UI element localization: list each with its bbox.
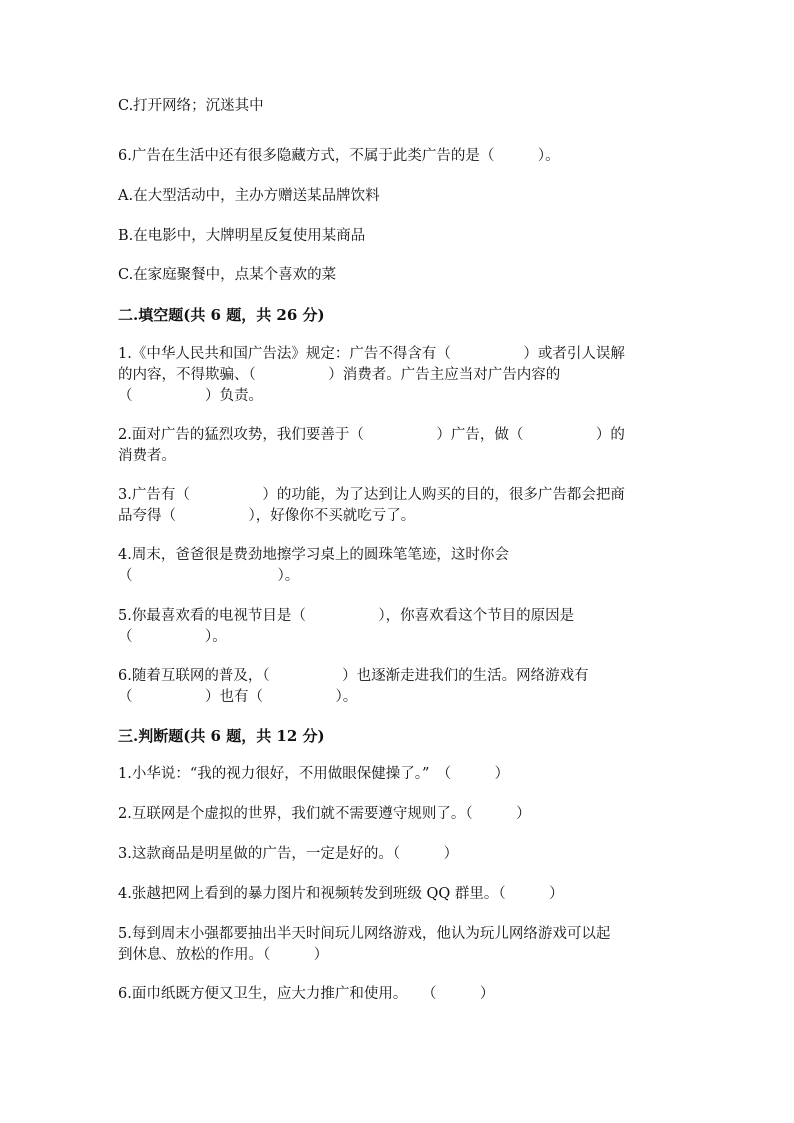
q5-option-c: C.打开网络；沉迷其中 [118,98,264,114]
fill-q6-line1: 6.随着互联网的普及，（ ）也逐渐走进我们的生活。网络游戏有 [118,668,589,684]
section3-heading: 三.判断题(共 6 题，共 12 分) [118,727,325,745]
q6-stem: 6.广告在生活中还有很多隐藏方式，不属于此类广告的是（ ）。 [118,148,560,164]
judge-q1: 1.小华说：“我的视力很好，不用做眼保健操了。” （ ） [118,766,510,782]
fill-q5-line1: 5.你最喜欢看的电视节目是（ ），你喜欢看这个节目的原因是 [118,608,575,624]
section2-heading: 二.填空题(共 6 题，共 26 分) [118,306,325,324]
fill-q5-line2: （ ）。 [118,629,227,645]
fill-q6-line2: （ ）也有（ ）。 [118,689,358,705]
q6-option-c: C.在家庭聚餐中，点某个喜欢的菜 [118,267,337,283]
fill-q1-line2: 的内容，不得欺骗、（ ）消费者。广告主应当对广告内容的 [118,367,561,383]
judge-q5-line2: 到休息、放松的作用。（ ） [118,947,329,963]
fill-q1-line1: 1.《中华人民共和国广告法》规定：广告不得含有（ ）或者引人误解 [118,346,625,362]
fill-q1-line3: （ ）负责。 [118,388,263,404]
q6-option-a: A.在大型活动中，主办方赠送某品牌饮料 [118,188,380,204]
fill-q2-line1: 2.面对广告的猛烈攻势，我们要善于（ ）广告，做（ ）的 [118,427,625,443]
fill-q3-line1: 3.广告有（ ）的功能，为了达到让人购买的目的，很多广告都会把商 [118,487,625,503]
q6-option-b: B.在电影中，大牌明星反复使用某商品 [118,228,366,244]
judge-q4: 4.张越把网上看到的暴力图片和视频转发到班级 QQ 群里。（ ） [118,886,564,902]
judge-q3: 3.这款商品是明星做的广告，一定是好的。（ ） [118,846,459,862]
fill-q3-line2: 品夸得（ ），好像你不买就吃亏了。 [118,508,416,524]
fill-q4-line1: 4.周末，爸爸很是费劲地擦学习桌上的圆珠笔笔迹，这时你会 [118,547,509,563]
fill-q2-line2: 消费者。 [118,448,176,464]
judge-q2: 2.互联网是个虚拟的世界，我们就不需要遵守规则了。（ ） [118,806,531,822]
judge-q6: 6.面巾纸既方便又卫生，应大力推广和使用。 （ ） [118,986,495,1002]
judge-q5-line1: 5.每到周末小强都要抽出半天时间玩儿网络游戏，他认为玩儿网络游戏可以起 [118,926,611,942]
fill-q4-line2: （ ）。 [118,568,300,584]
